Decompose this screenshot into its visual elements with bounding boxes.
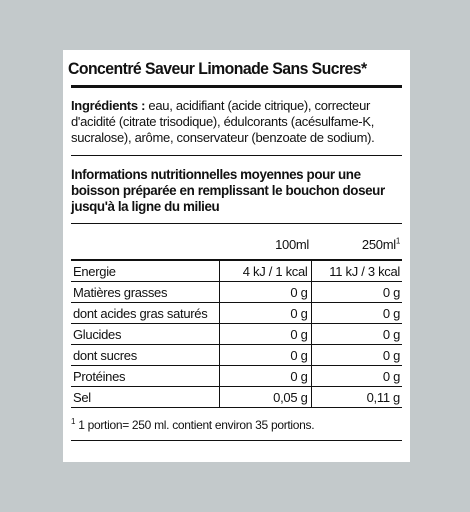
row-name: Matières grasses [71,282,219,303]
table-row [71,324,402,345]
row-name: Glucides [71,324,219,345]
divider [71,155,402,156]
table-header-row [71,224,402,260]
row-name: dont sucres [71,345,219,366]
nutrition-heading: Informations nutritionnelles moyennes pour une boisson préparée en remplissant le bouchon doseur jusqu'à la ligne du milieu [71,167,385,214]
row-value-100ml: 0 g [219,345,311,366]
table-row [71,366,402,387]
row-value-100ml: 0 g [219,282,311,303]
footnote-marker: 1 [395,236,400,246]
row-value-250ml: 0,11 g [311,387,402,408]
row-name: Sel [71,387,219,408]
row-name: Energie [71,260,219,282]
nutrition-table [71,224,402,408]
footnote-number: 1 [71,417,76,426]
table-row [71,387,402,408]
row-value-250ml: 11 kJ / 3 kcal [311,260,402,282]
portion-footnote [71,418,402,432]
ingredients-lead: Ingrédients : [71,98,146,113]
row-value-100ml: 0,05 g [219,387,311,408]
row-value-100ml: 0 g [219,366,311,387]
row-name: Protéines [71,366,219,387]
row-value-250ml: 0 g [311,324,402,345]
row-value-250ml: 0 g [311,345,402,366]
table-row [71,303,402,324]
header-100ml: 100ml [275,237,309,252]
divider [71,85,402,88]
nutrition-label [63,50,410,462]
row-value-100ml: 0 g [219,324,311,345]
ingredients-text: eau, acidifiant (acide citrique), correcteur d'acidité (citrate trisodique), édulcorants (acésulfame-K, sucralose), arôme, conservateur (benzoate de sodium). [71,98,375,145]
row-name: dont acides gras saturés [71,303,219,324]
table-row [71,345,402,366]
divider [71,440,402,441]
table-row [71,260,402,282]
row-value-250ml: 0 g [311,282,402,303]
header-250ml-label: 250ml [361,237,396,252]
product-title: Concentré Saveur Limonade Sans Sucres* [68,59,367,78]
row-value-250ml: 0 g [311,303,402,324]
ingredients-block [71,98,402,146]
table-row [71,282,402,303]
row-value-250ml: 0 g [311,366,402,387]
header-250ml [311,224,402,260]
row-value-100ml: 0 g [219,303,311,324]
footnote-text: 1 portion= 250 ml. contient environ 35 portions. [75,418,315,432]
header-name [71,224,219,260]
row-value-100ml: 4 kJ / 1 kcal [219,260,311,282]
